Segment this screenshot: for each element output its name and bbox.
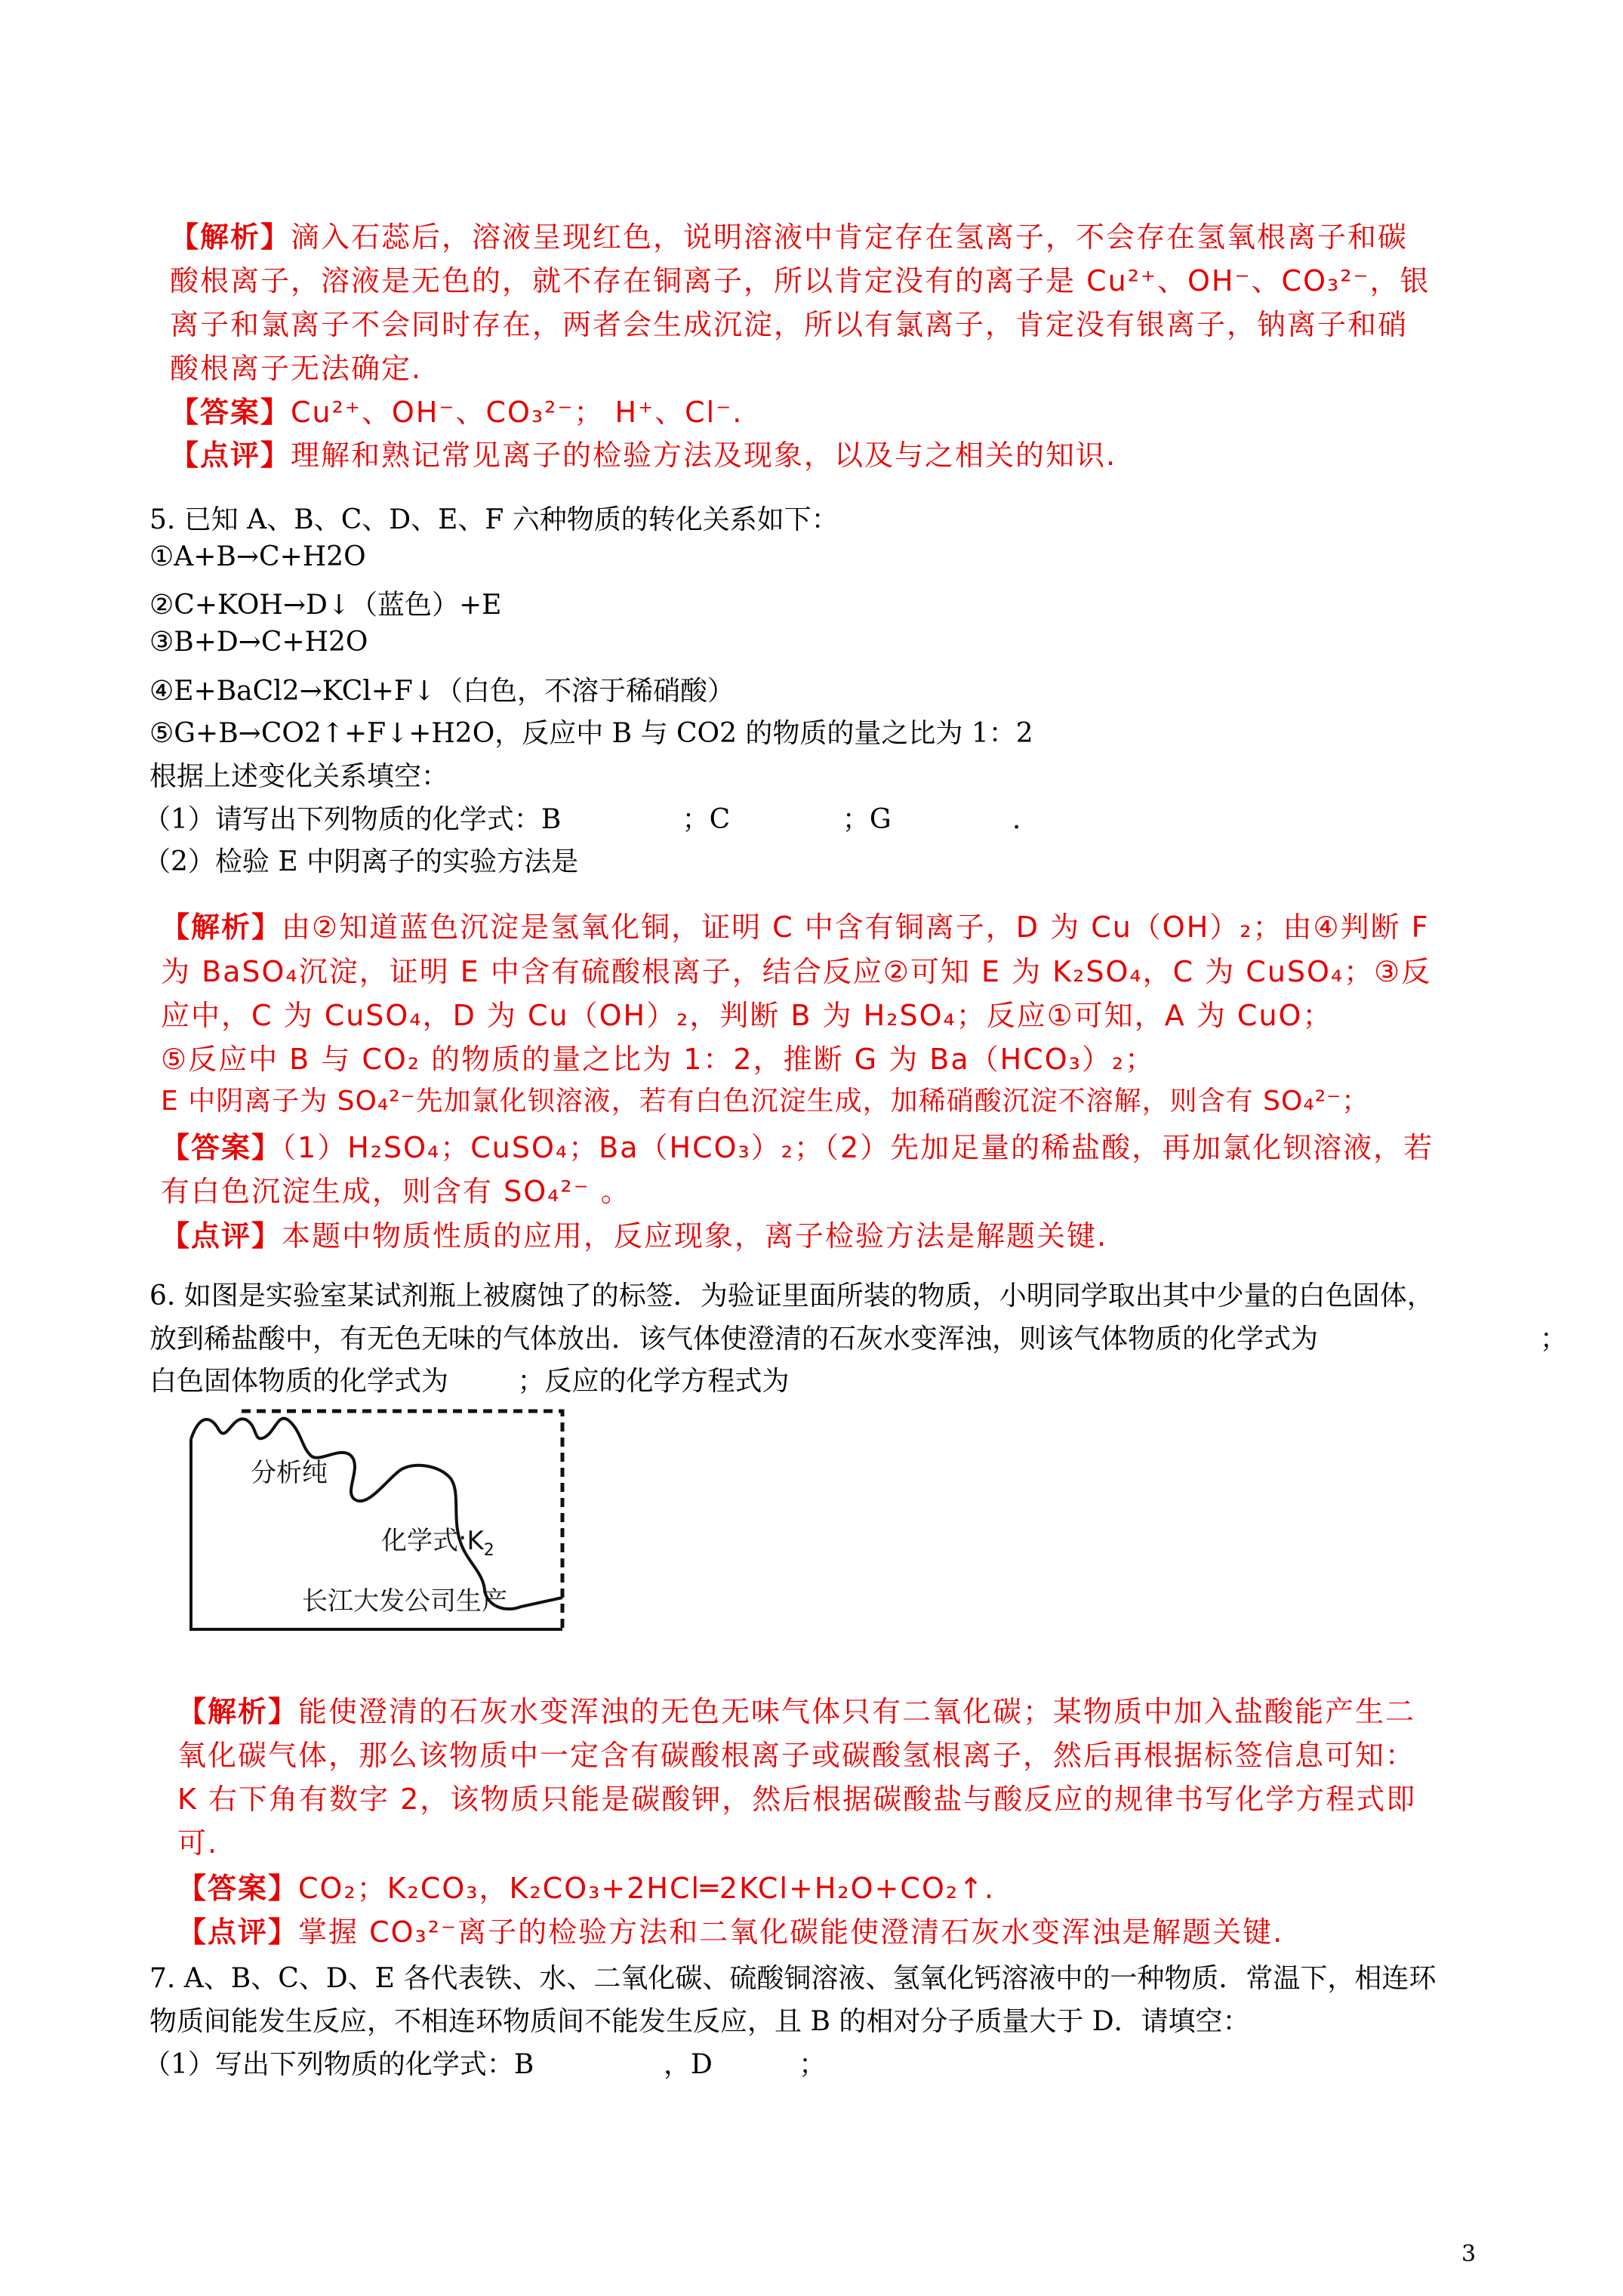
comment-text: 本题中物质性质的应用，反应现象，离子检验方法是解题关键. — [282, 1219, 1108, 1253]
q6-analysis-line-1 — [177, 1688, 1415, 1730]
label-formula: 化学式:K — [381, 1526, 484, 1556]
comment-tag: 【点评】 — [161, 1219, 282, 1253]
comment-tag: 【点评】 — [177, 1915, 299, 1949]
analysis-tag: 【解析】 — [161, 911, 282, 944]
analysis-text: 由②知道蓝色沉淀是氢氧化铜，证明 C 中含有铜离子，D 为 Cu（OH）₂；由④判断 F — [282, 911, 1430, 944]
q6-stem-line-2: 放到稀盐酸中，有无色无味的气体放出．该气体使澄清的石灰水变浑浊，则该气体物质的化学式为 — [149, 1324, 1319, 1354]
analysis-4-line-1 — [170, 214, 1408, 255]
q5-answer-line-2: 有白色沉淀生成，则含有 SO₄²⁻ 。 — [161, 1175, 631, 1208]
q5-part-1: （1）请写出下列物质的化学式：B ；C ；G . — [143, 804, 1021, 835]
answer-text: Cu²⁺、OH⁻、CO₃²⁻； H⁺、Cl⁻. — [291, 396, 744, 429]
q5-analysis-line-3: 应中，C 为 CuSO₄，D 为 Cu（OH）₂，判断 B 为 H₂SO₄；反应①可知，A 为 CuO； — [161, 999, 1333, 1032]
q7-stem-line-1: 7. A、B、C、D、E 各代表铁、水、二氧化碳、硫酸铜溶液、氢氧化钙溶液中的一种物质．常温下，相连环 — [149, 1963, 1437, 1994]
comment-text: 理解和熟记常见离子的检验方法及现象，以及与之相关的知识. — [291, 439, 1117, 472]
q5-reaction-5: ⑤G+B→CO2↑+F↓+H2O，反应中 B 与 CO2 的物质的量之比为 1：2 — [149, 718, 1033, 749]
reagent-label-figure — [189, 1409, 566, 1632]
page-number: 3 — [1461, 2241, 1477, 2267]
q5-analysis-line-1 — [161, 904, 1430, 945]
q5-reaction-1: ①A+B→C+H2O — [149, 541, 366, 572]
q5-comment — [161, 1213, 1107, 1254]
q6-analysis-line-4: 可. — [177, 1826, 219, 1860]
q6-comment — [177, 1909, 1283, 1950]
q5-fill-intro: 根据上述变化关系填空： — [149, 761, 449, 792]
answer-tag: 【答案】 — [177, 1872, 299, 1905]
analysis-4-line-2: 酸根离子，溶液是无色的，就不存在铜离子，所以肯定没有的离子是 Cu²⁺、OH⁻、CO₃²⁻，银 — [170, 264, 1431, 297]
analysis-text: 能使澄清的石灰水变浑浊的无色无味气体只有二氧化碳；某物质中加入盐酸能产生二 — [298, 1695, 1416, 1728]
q6-stem-line-1: 6. 如图是实验室某试剂瓶上被腐蚀了的标签．为验证里面所装的物质，小明同学取出其中少量的白色固体， — [149, 1281, 1434, 1311]
analysis-tag: 【解析】 — [177, 1695, 299, 1728]
q5-part-2: （2）检验 E 中阴离子的实验方法是 — [143, 846, 579, 877]
q5-stem: 5. 已知 A、B、C、D、E、F 六种物质的转化关系如下： — [149, 504, 839, 535]
answer-tag: 【答案】 — [170, 396, 291, 429]
answer-4 — [170, 389, 743, 430]
label-line-1: 分析纯 — [251, 1458, 328, 1488]
corrosion-line — [191, 1419, 562, 1609]
q6-analysis-line-3: K 右下角有数字 2，该物质只能是碳酸钾，然后根据碳酸盐与酸反应的规律书写化学方程式即 — [177, 1783, 1417, 1816]
q5-reaction-3: ③B+D→C+H2O — [149, 627, 368, 658]
analysis-text: 滴入石蕊后，溶液呈现红色，说明溶液中肯定存在氢离子，不会存在氢氧根离子和碳 — [291, 220, 1409, 254]
q5-analysis-line-5: E 中阴离子为 SO₄²⁻先加氯化钡溶液，若有白色沉淀生成，加稀硝酸沉淀不溶解，则含有 SO₄²⁻； — [161, 1086, 1370, 1117]
q5-answer-line-1 — [161, 1124, 1434, 1166]
analysis-tag: 【解析】 — [170, 220, 291, 254]
q7-stem-line-2: 物质间能发生反应，不相连环物质间不能发生反应，且 B 的相对分子质量大于 D．请填空： — [149, 2006, 1250, 2037]
label-formula-subscript: 2 — [483, 1541, 494, 1560]
comment-4 — [170, 432, 1116, 473]
answer-text: CO₂；K₂CO₃，K₂CO₃+2HCl═2KCl+H₂O+CO₂↑. — [298, 1872, 996, 1905]
answer-text: （1）H₂SO₄；CuSO₄；Ba（HCO₃）₂；（2）先加足量的稀盐酸，再加氯化钡溶液，若 — [282, 1131, 1434, 1164]
q6-answer — [177, 1865, 995, 1906]
comment-tag: 【点评】 — [170, 439, 291, 472]
analysis-4-line-4: 酸根离子无法确定. — [170, 352, 423, 385]
q6-analysis-line-2: 氧化碳气体，那么该物质中一定含有碳酸根离子或碳酸氢根离子，然后再根据标签信息可知： — [177, 1739, 1416, 1772]
label-line-2 — [381, 1526, 494, 1560]
q7-stem-line-3: （1）写出下列物质的化学式：B ，D ； — [143, 2049, 827, 2080]
label-line-3: 长江大发公司生产 — [302, 1586, 507, 1616]
q6-stem-line-3: 白色固体物质的化学式为 ；反应的化学方程式为 — [149, 1366, 790, 1397]
q5-analysis-line-2: 为 BaSO₄沉淀，证明 E 中含有硫酸根离子，结合反应②可知 E 为 K₂SO₄，C 为 CuSO₄；③反 — [161, 955, 1432, 988]
q5-analysis-line-4: ⑤反应中 B 与 CO₂ 的物质的量之比为 1：2，推断 G 为 Ba（HCO₃）₂； — [161, 1043, 1156, 1076]
comment-text: 掌握 CO₃²⁻离子的检验方法和二氧化碳能使澄清石灰水变浑浊是解题关键. — [298, 1915, 1284, 1949]
q5-reaction-2: ②C+KOH→D↓（蓝色）+E — [149, 590, 502, 621]
analysis-4-line-3: 离子和氯离子不会同时存在，两者会生成沉淀，所以有氯离子，肯定没有银离子，钠离子和硝 — [170, 308, 1409, 341]
q5-reaction-4: ④E+BaCl2→KCl+F↓（白色，不溶于稀硝酸） — [149, 676, 735, 707]
q6-stem-line-2-end: ； — [1540, 1324, 1568, 1354]
answer-tag: 【答案】 — [161, 1131, 282, 1164]
